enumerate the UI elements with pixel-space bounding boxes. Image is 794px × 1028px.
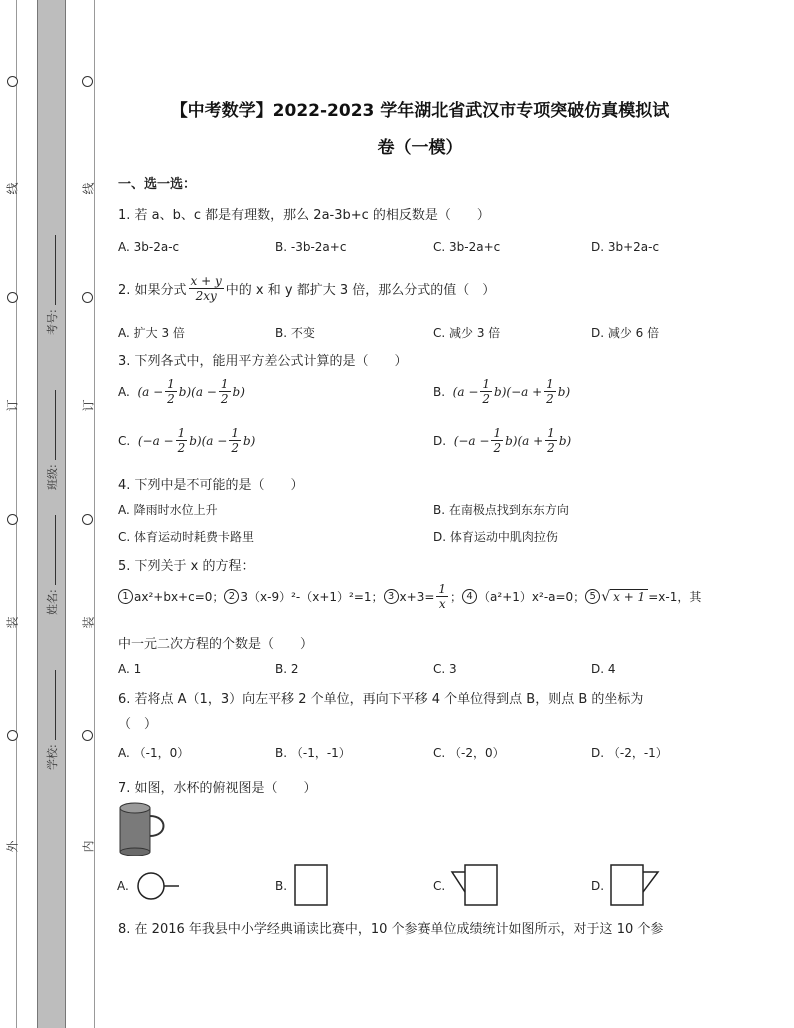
rectangle-handle-right-view <box>608 862 662 908</box>
q7-option-a[interactable]: A. <box>117 879 129 893</box>
binding-band <box>37 0 66 1028</box>
fraction: $\frac{x + y}{2xy}$ <box>190 274 222 303</box>
binding-hole <box>82 76 93 87</box>
binding-mark: 线 <box>5 182 20 195</box>
question-5-cont: 中一元二次方程的个数是（ ） <box>118 637 314 652</box>
exam-number-field[interactable]: 考号: <box>44 235 60 335</box>
binding-mark: 订 <box>81 399 96 412</box>
question-2: 2. 如果分式 $\frac{x + y}{2xy}$ 中的 x 和 y 都扩大 3 倍，那么分式的值（ ） <box>118 274 496 303</box>
page-title-cont: 卷（一模） <box>377 138 463 158</box>
question-5: 5. 下列关于 x 的方程： <box>118 559 255 574</box>
q5-equations: 1 ax²+bx+c=0； 2 3（x-9）²-（x+1）²=1； 3 x+3= $\frac{1}{x}$ ； 4 （a²+1）x²-a=0； 5 √ x + 1 =x-1，其 <box>118 582 701 611</box>
q7-option-d[interactable]: D. <box>591 879 605 893</box>
binding-hole <box>82 292 93 303</box>
q2-option-d[interactable]: D. 减少 6 倍 <box>591 326 660 340</box>
school-field[interactable]: 学校: <box>44 670 60 770</box>
q1-option-b[interactable]: B. -3b-2a+c <box>275 240 347 254</box>
binding-mark: 装 <box>81 616 96 629</box>
q4-option-a[interactable]: A. 降雨时水位上升 <box>118 503 218 517</box>
binding-hole <box>7 730 18 741</box>
binding-hole <box>82 514 93 525</box>
q5-option-c[interactable]: C. 3 <box>433 662 457 676</box>
q7-option-b[interactable]: B. <box>275 879 288 893</box>
binding-hole <box>7 514 18 525</box>
question-7: 7. 如图，水杯的俯视图是（ ） <box>118 781 317 796</box>
cup-figure <box>116 802 168 856</box>
q6-option-d[interactable]: D. （-2，-1） <box>591 746 668 760</box>
q5-option-a[interactable]: A. 1 <box>118 662 142 676</box>
page-title: 【中考数学】2022-2023 学年湖北省武汉市专项突破仿真模拟试 <box>170 101 670 121</box>
q6-option-b[interactable]: B. （-1，-1） <box>275 746 351 760</box>
binding-mark: 内 <box>81 840 96 853</box>
q1-option-a[interactable]: A. 3b-2a-c <box>118 240 180 254</box>
q4-option-b[interactable]: B. 在南极点找到东东方向 <box>433 503 569 517</box>
question-4: 4. 下列中是不可能的是（ ） <box>118 478 304 493</box>
binding-mark: 线 <box>81 182 96 195</box>
q2-option-c[interactable]: C. 减少 3 倍 <box>433 326 501 340</box>
binding-hole <box>7 76 18 87</box>
binding-hole <box>82 730 93 741</box>
outer-binding-line <box>16 0 17 1028</box>
q4-option-c[interactable]: C. 体育运动时耗费卡路里 <box>118 530 255 544</box>
binding-hole <box>7 292 18 303</box>
question-8: 8. 在 2016 年我县中小学经典诵读比赛中，10 个参赛单位成绩统计如图所示，对于这 10 个参 <box>118 922 664 937</box>
rectangle-view <box>292 862 332 908</box>
q3-option-a[interactable]: A. (a − $\frac{1}{2}$ b)(a − $\frac{1}{2}$ b) <box>118 377 245 406</box>
binding-mark: 订 <box>5 399 20 412</box>
q2-option-b[interactable]: B. 不变 <box>275 326 315 340</box>
q2-option-a[interactable]: A. 扩大 3 倍 <box>118 326 185 340</box>
q7-option-c[interactable]: C. <box>433 879 446 893</box>
q4-option-d[interactable]: D. 体育运动中肌肉拉伤 <box>433 530 558 544</box>
question-1: 1. 若 a、b、c 都是有理数，那么 2a-3b+c 的相反数是（ ） <box>118 208 490 223</box>
section-heading: 一、选一选： <box>118 177 197 192</box>
question-6-cont: （ ） <box>118 717 158 732</box>
q3-option-b[interactable]: B. (a − $\frac{1}{2}$ b)(−a + $\frac{1}{2}$ b) <box>433 377 571 406</box>
question-6: 6. 若将点 A（1，3）向左平移 2 个单位，再向下平移 4 个单位得到点 B，则点 B 的坐标为 <box>118 692 644 707</box>
q5-option-d[interactable]: D. 4 <box>591 662 616 676</box>
q1-option-d[interactable]: D. 3b+2a-c <box>591 240 660 254</box>
class-field[interactable]: 班级: <box>44 390 60 490</box>
q3-option-d[interactable]: D. (−a − $\frac{1}{2}$ b)(a + $\frac{1}{2}$ b) <box>433 426 572 455</box>
binding-mark: 装 <box>5 616 20 629</box>
rectangle-handle-left-view <box>449 862 501 908</box>
name-field[interactable]: 姓名: <box>44 515 60 615</box>
binding-mark: 外 <box>5 840 20 853</box>
question-3: 3. 下列各式中，能用平方差公式计算的是（ ） <box>118 354 408 369</box>
q5-option-b[interactable]: B. 2 <box>275 662 299 676</box>
q1-option-c[interactable]: C. 3b-2a+c <box>433 240 501 254</box>
circle-with-handle-view <box>135 870 185 904</box>
q6-option-a[interactable]: A. （-1，0） <box>118 746 190 760</box>
inner-binding-line <box>94 0 95 1028</box>
q6-option-c[interactable]: C. （-2，0） <box>433 746 505 760</box>
q3-option-c[interactable]: C. (−a − $\frac{1}{2}$ b)(a − $\frac{1}{2}$ b) <box>118 426 256 455</box>
